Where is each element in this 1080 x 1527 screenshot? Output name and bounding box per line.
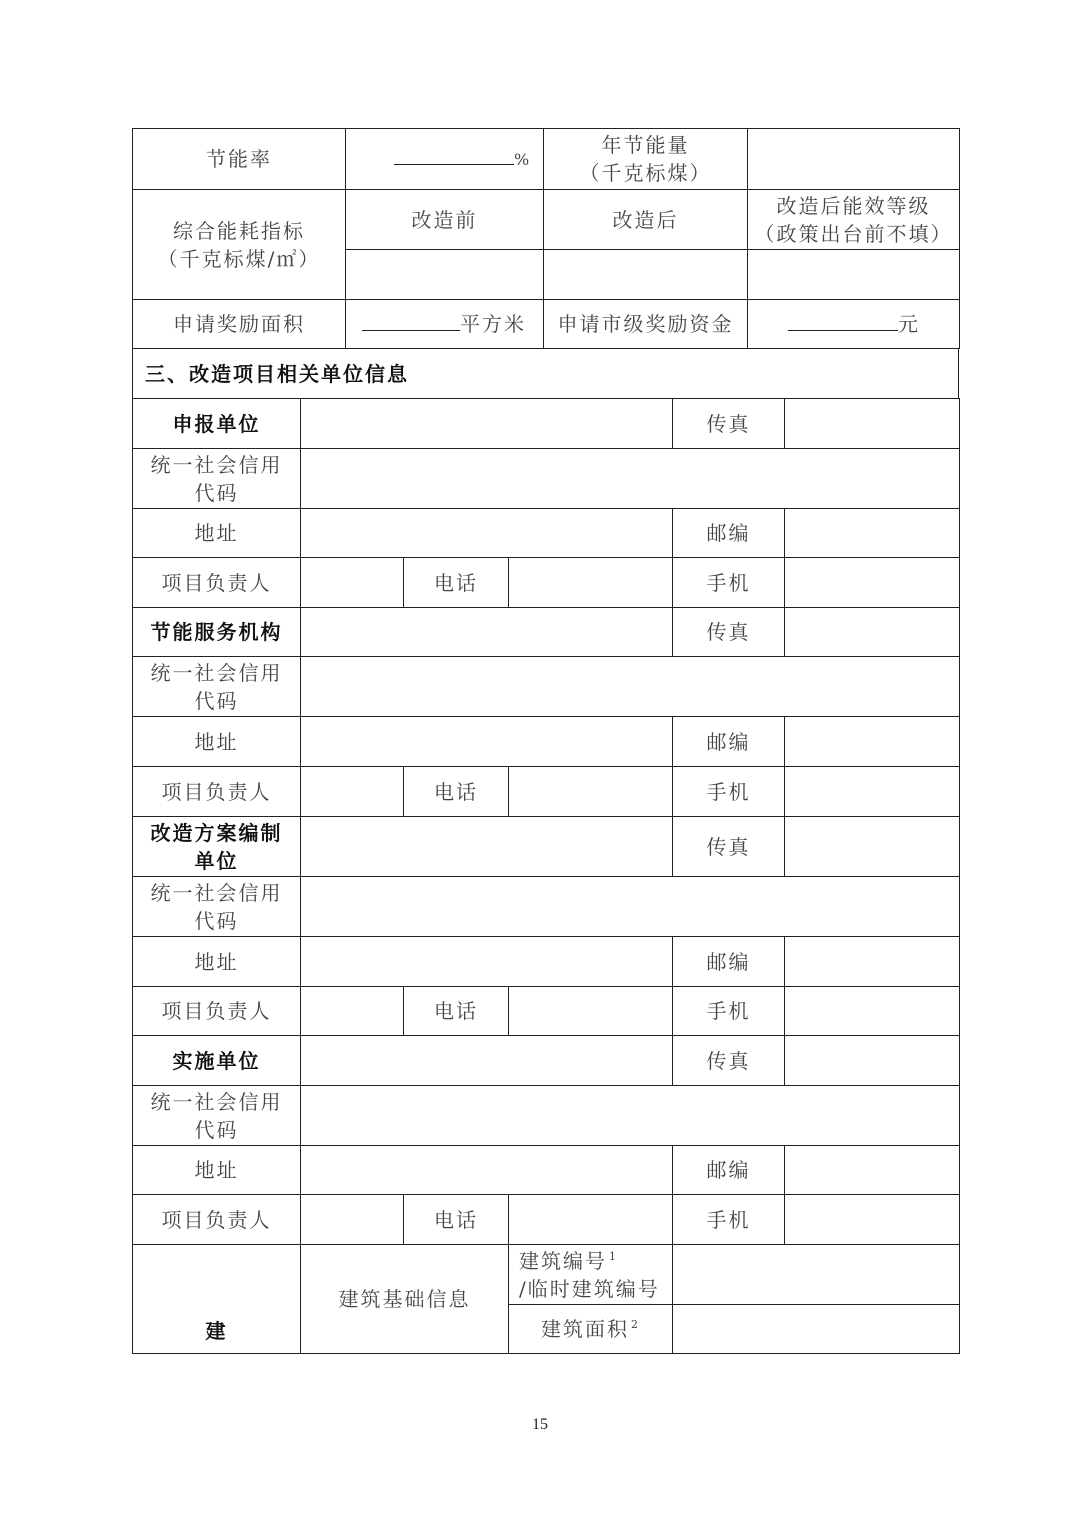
project-leader-label: 项目负责人 <box>133 987 301 1036</box>
unit-name-field[interactable] <box>301 399 673 449</box>
credit-code-label: 统一社会信用 代码 <box>133 1086 301 1146</box>
after-header: 改造后 <box>544 190 748 250</box>
postcode-label: 邮编 <box>673 1146 785 1195</box>
sq-m-unit: 平方米 <box>460 312 526 336</box>
mobile-field[interactable] <box>785 767 960 817</box>
units-table <box>132 398 960 1354</box>
before-header: 改造前 <box>346 190 544 250</box>
page-number: 15 <box>532 1416 548 1433</box>
postcode-field[interactable] <box>785 937 960 987</box>
project-leader-field[interactable] <box>301 767 404 817</box>
unit-name-field[interactable] <box>301 1036 673 1086</box>
percent-unit: % <box>514 150 532 169</box>
phone-label: 电话 <box>404 987 509 1036</box>
mobile-field[interactable] <box>785 987 960 1036</box>
building-basic-info-label: 建筑基础信息 <box>301 1245 509 1354</box>
phone-field[interactable] <box>509 1195 673 1245</box>
unit-name-field[interactable] <box>301 817 673 877</box>
unit-name-field[interactable] <box>301 608 673 657</box>
project-leader-label: 项目负责人 <box>133 1195 301 1245</box>
fax-field[interactable] <box>785 399 960 449</box>
address-label: 地址 <box>133 937 301 987</box>
section3-heading: 三、改造项目相关单位信息 <box>133 349 959 399</box>
fax-label: 传真 <box>673 817 785 877</box>
building-area-label: 建筑面积 $^2$ <box>509 1305 673 1354</box>
credit-code-field[interactable] <box>301 877 960 937</box>
composite-label: 综合能耗指标 （千克标煤/㎡） <box>133 190 346 300</box>
reward-fund-label: 申请市级奖励资金 <box>544 300 748 349</box>
fax-label: 传真 <box>673 399 785 449</box>
fax-field[interactable] <box>785 817 960 877</box>
credit-code-label: 统一社会信用 代码 <box>133 877 301 937</box>
project-leader-label: 项目负责人 <box>133 558 301 608</box>
postcode-field[interactable] <box>785 717 960 767</box>
address-label: 地址 <box>133 509 301 558</box>
mobile-label: 手机 <box>673 767 785 817</box>
building-number-label: 建筑编号 $^1$ /临时建筑编号 <box>509 1245 673 1305</box>
phone-label: 电话 <box>404 1195 509 1245</box>
section3-heading-table <box>132 348 959 399</box>
annual-saving-field[interactable] <box>748 129 960 190</box>
building-area-field[interactable] <box>673 1305 960 1354</box>
postcode-field[interactable] <box>785 509 960 558</box>
phone-field[interactable] <box>509 558 673 608</box>
address-label: 地址 <box>133 1146 301 1195</box>
project-leader-field[interactable] <box>301 987 404 1036</box>
credit-code-label: 统一社会信用 代码 <box>133 449 301 509</box>
fax-field[interactable] <box>785 1036 960 1086</box>
credit-code-field[interactable] <box>301 1086 960 1146</box>
unit-name: 实施单位 <box>133 1036 301 1086</box>
energy-table <box>132 128 960 349</box>
unit-name: 改造方案编制 单位 <box>133 817 301 877</box>
fax-label: 传真 <box>673 608 785 657</box>
address-field[interactable] <box>301 1146 673 1195</box>
mobile-label: 手机 <box>673 1195 785 1245</box>
address-field[interactable] <box>301 937 673 987</box>
mobile-field[interactable] <box>785 1195 960 1245</box>
grade-header: 改造后能效等级 （政策出台前不填） <box>748 190 960 250</box>
credit-code-label: 统一社会信用 代码 <box>133 657 301 717</box>
reward-area-label: 申请奖励面积 <box>133 300 346 349</box>
energy-saving-rate-label: 节能率 <box>133 129 346 190</box>
yuan-unit: 元 <box>898 312 920 336</box>
phone-field[interactable] <box>509 767 673 817</box>
energy-saving-rate-field[interactable] <box>346 129 544 190</box>
building-number-field[interactable] <box>673 1245 960 1305</box>
fax-field[interactable] <box>785 608 960 657</box>
phone-label: 电话 <box>404 767 509 817</box>
reward-fund-field[interactable] <box>748 300 960 349</box>
building-label: 建 <box>133 1245 301 1354</box>
project-leader-field[interactable] <box>301 558 404 608</box>
project-leader-label: 项目负责人 <box>133 767 301 817</box>
address-label: 地址 <box>133 717 301 767</box>
mobile-label: 手机 <box>673 987 785 1036</box>
postcode-label: 邮编 <box>673 509 785 558</box>
postcode-field[interactable] <box>785 1146 960 1195</box>
address-field[interactable] <box>301 717 673 767</box>
phone-label: 电话 <box>404 558 509 608</box>
postcode-label: 邮编 <box>673 937 785 987</box>
fax-label: 传真 <box>673 1036 785 1086</box>
after-field[interactable] <box>544 250 748 300</box>
credit-code-field[interactable] <box>301 657 960 717</box>
before-field[interactable] <box>346 250 544 300</box>
unit-name: 节能服务机构 <box>133 608 301 657</box>
phone-field[interactable] <box>509 987 673 1036</box>
annual-saving-label: 年节能量 （千克标煤） <box>544 129 748 190</box>
postcode-label: 邮编 <box>673 717 785 767</box>
reward-area-field[interactable] <box>346 300 544 349</box>
mobile-label: 手机 <box>673 558 785 608</box>
grade-field[interactable] <box>748 250 960 300</box>
credit-code-field[interactable] <box>301 449 960 509</box>
address-field[interactable] <box>301 509 673 558</box>
unit-name: 申报单位 <box>133 399 301 449</box>
project-leader-field[interactable] <box>301 1195 404 1245</box>
mobile-field[interactable] <box>785 558 960 608</box>
